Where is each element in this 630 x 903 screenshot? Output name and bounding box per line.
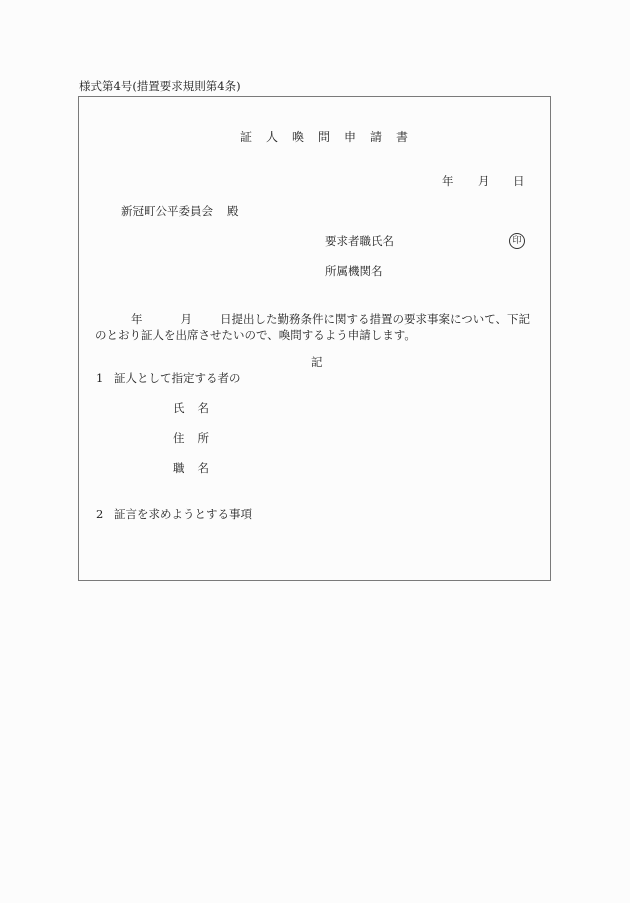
date-month: 月 [478,174,490,188]
requester-org-label: 所属機関名 [325,264,383,278]
ki-heading: 記 [311,355,323,369]
item-2-number: 2 [96,507,104,521]
document-title: 証人喚問申請書 [240,130,423,144]
addressee [121,206,239,218]
item-1-number: 1 [96,371,104,385]
body-year: 年 [131,312,143,326]
form-number: 様式第4号(措置要求規則第4条) [79,79,241,93]
item-1 [96,373,241,385]
requester-name-label: 要求者職氏名 [325,234,394,248]
seal-icon: 印 [509,233,525,249]
item-2-label: 証言を求めようとする事項 [114,507,252,521]
field-address: 住所 [173,431,222,445]
item-2 [96,509,252,521]
date-year: 年 [442,174,454,188]
body-text: 日提出した勤務条件に関する措置の要求事案について、下記のとおり証人を出席させたいので、喚問するよう申請します。 [95,312,531,342]
item-1-label: 証人として指定する者の [114,371,241,385]
field-name: 氏名 [173,401,222,415]
field-position: 職名 [173,461,222,475]
date-line [442,176,525,188]
date-day: 日 [513,174,525,188]
body-month: 月 [180,312,192,326]
body-paragraph [95,311,540,343]
addressee-name: 新冠町公平委員会 [121,204,213,218]
addressee-honorific: 殿 [227,204,239,218]
